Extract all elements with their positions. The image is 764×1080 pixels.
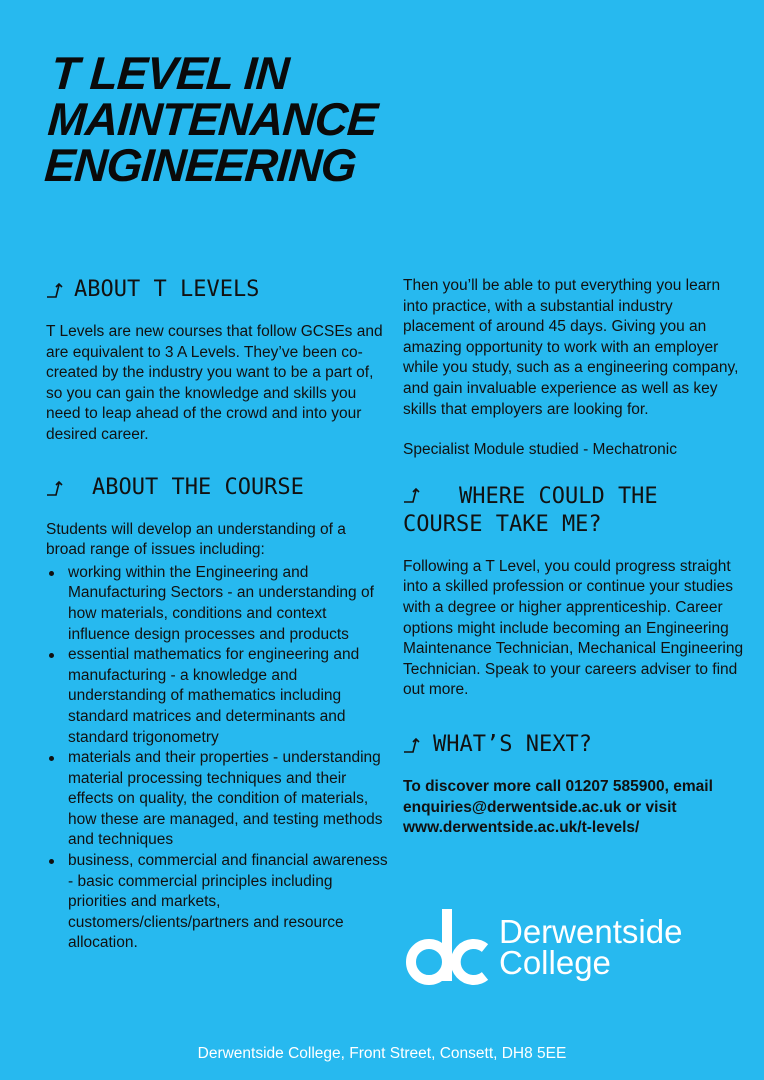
where-next-body: Following a T Level, you could progress straight into a skilled profession or continue your studies with a degree or higher apprenticeship. Career options might include becoming an Engineering Maintenance Technician, Mechanical Engineering Technician. Speak to your careers adviser to find out more. bbox=[403, 557, 744, 699]
list-item: business, commercial and financial awareness - basic commercial principles including priorities and markets, customers/clients/partners and resource allocation. bbox=[46, 851, 388, 954]
whats-next-heading-text: WHAT’S NEXT? bbox=[433, 731, 592, 757]
course-topics-list bbox=[46, 563, 388, 954]
list-item: working within the Engineering and Manufacturing Sectors - an understanding of how materials, conditions and context influence design processes and products bbox=[46, 563, 388, 645]
about-t-levels-body: T Levels are new courses that follow GCSEs and are equivalent to 3 A Levels. They’ve been co-created by the industry you want to be a part of, so you can gain the knowledge and skills you need to leap ahead of the crowd and into your desired career. bbox=[46, 323, 383, 443]
college-name bbox=[499, 913, 683, 981]
about-t-levels-heading bbox=[46, 276, 388, 304]
footer-address: Derwentside College, Front Street, Consett, DH8 5EE bbox=[197, 1045, 567, 1062]
where-next-heading bbox=[403, 483, 748, 539]
contact-info: To discover more call 01207 585900, email enquiries@derwentside.ac.uk or visit www.derwentside.ac.uk/t-levels/ bbox=[403, 777, 713, 837]
dc-logo-mark bbox=[405, 905, 489, 989]
where-next-heading-label: WHERE COULD THE COURSE TAKE ME? bbox=[403, 483, 658, 537]
title-line-2: MAINTENANCE bbox=[46, 93, 379, 145]
placement-body: Then you’ll be able to put everything you learn into practice, with a substantial industry placement of around 45 days. Giving you an amazing opportunity to work with an employer while you study, such as a engineering company, and gain invaluable experience as well as key skills that employers are looking for. bbox=[403, 277, 739, 418]
left-column bbox=[46, 276, 388, 954]
list-item: materials and their properties - understanding material processing techniques and their effects on quality, the condition of materials, how these are managed, and testing methods and techniques bbox=[46, 748, 388, 851]
about-t-levels-heading-text: ABOUT T LEVELS bbox=[74, 277, 260, 302]
college-name-line-2: College bbox=[499, 944, 611, 981]
college-name-line-1: Derwentside bbox=[499, 913, 683, 950]
arrow-up-right-icon bbox=[403, 483, 459, 511]
where-next-heading-text bbox=[403, 483, 703, 539]
about-course-intro: Students will develop an understanding of a broad range of issues including: bbox=[46, 520, 346, 559]
arrow-up-right-icon bbox=[46, 276, 74, 298]
about-course-heading-text: ABOUT THE COURSE bbox=[92, 474, 304, 500]
specialist-module: Specialist Module studied - Mechatronic bbox=[403, 441, 677, 459]
college-logo bbox=[405, 905, 682, 989]
about-course-heading bbox=[46, 474, 388, 502]
right-column bbox=[403, 276, 748, 839]
title-line-1: T LEVEL IN bbox=[49, 47, 291, 99]
arrow-up-right-icon bbox=[46, 474, 92, 496]
title-line-3: ENGINEERING bbox=[42, 139, 358, 191]
arrow-up-right-icon bbox=[403, 731, 433, 753]
list-item: essential mathematics for engineering and manufacturing - a knowledge and understanding of mathematics including standard matrices and determinants and standard trigonometry bbox=[46, 645, 388, 748]
whats-next-heading bbox=[403, 731, 748, 759]
page-title bbox=[42, 47, 382, 191]
